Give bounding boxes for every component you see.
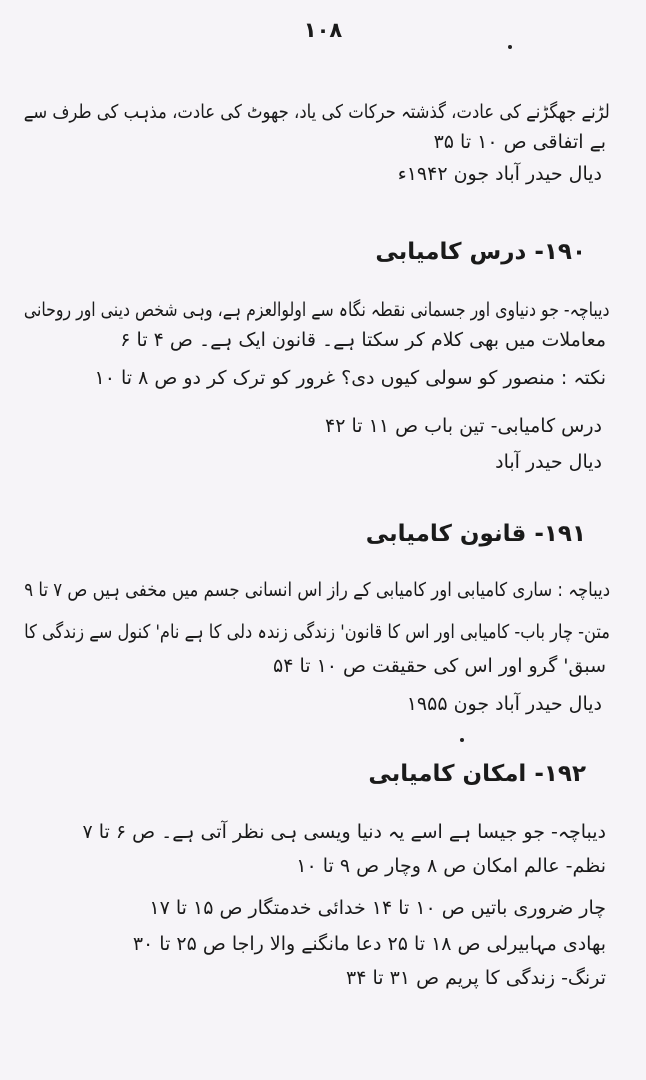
text-line: دیباچہ : ساری کامیابی اور کامیابی کے راز اس انسانی جسم میں مخفی ہیں ص ۷ تا ۹ xyxy=(24,579,610,601)
text-line: ترنگ- زندگی کا پریم ص ۳۱ تا ۳۴ xyxy=(346,967,606,989)
imprint-line: دیال حیدر آباد جون ۱۹۴۲ء xyxy=(397,163,602,185)
ink-speck xyxy=(460,738,464,742)
imprint-line: دیال حیدر آباد جون ۱۹۵۵ xyxy=(406,693,602,715)
text-line: متن- چار باب- کامیابی اور اس کا قانون' زندگی زندہ دلی کا ہے نام' کنول سے زندگی کا xyxy=(24,621,610,643)
text-line: چار ضروری باتیں ص ۱۰ تا ۱۴ خدائی خدمتگار ص ۱۵ تا ۱۷ xyxy=(149,897,606,919)
text-line: لڑنے جھگڑنے کی عادت، گذشتہ حرکات کی یاد، جھوٹ کی عادت، مذہب کی طرف سے xyxy=(23,101,610,123)
text-line: معاملات میں بھی کلام کر سکتا ہے۔ قانون ایک ہے۔ ص ۴ تا ۶ xyxy=(120,329,606,351)
ink-speck xyxy=(508,45,512,49)
text-line: درس کامیابی- تین باب ص ۱۱ تا ۴۲ xyxy=(325,415,602,437)
text-line: نکتہ : منصور کو سولی کیوں دی؟ غرور کو ترک کر دو ص ۸ تا ۱۰ xyxy=(94,367,606,389)
entry-heading: ۱۹۲- امکان کامیابی xyxy=(368,761,586,787)
entry-heading: ۱۹۱- قانون کامیابی xyxy=(365,521,586,547)
imprint-line: دیال حیدر آباد xyxy=(495,451,602,473)
text-line: سبق' گرو اور اس کی حقیقت ص ۱۰ تا ۵۴ xyxy=(272,655,606,677)
text-line: بھادی مہابیرلی ص ۱۸ تا ۲۵ دعا مانگنے والا راجا ص ۲۵ تا ۳۰ xyxy=(132,933,606,955)
text-line: بے اتفاقی ص ۱۰ تا ۳۵ xyxy=(433,131,606,153)
entry-heading: ۱۹۰- درس کامیابی xyxy=(375,239,586,265)
text-line: دیباچہ- جو دنیاوی اور جسمانی نقطہ نگاہ سے اولوالعزم ہے، وہی شخص دینی اور روحانی xyxy=(24,299,610,321)
text-line: نظم- عالم امکان ص ۸ وچار ص ۹ تا ۱۰ xyxy=(296,855,606,877)
page-number: ۱۰۸ xyxy=(303,18,343,42)
text-line: دیباچہ- جو جیسا ہے اسے یہ دنیا ویسی ہی نظر آتی ہے۔ ص ۶ تا ۷ xyxy=(82,821,606,843)
